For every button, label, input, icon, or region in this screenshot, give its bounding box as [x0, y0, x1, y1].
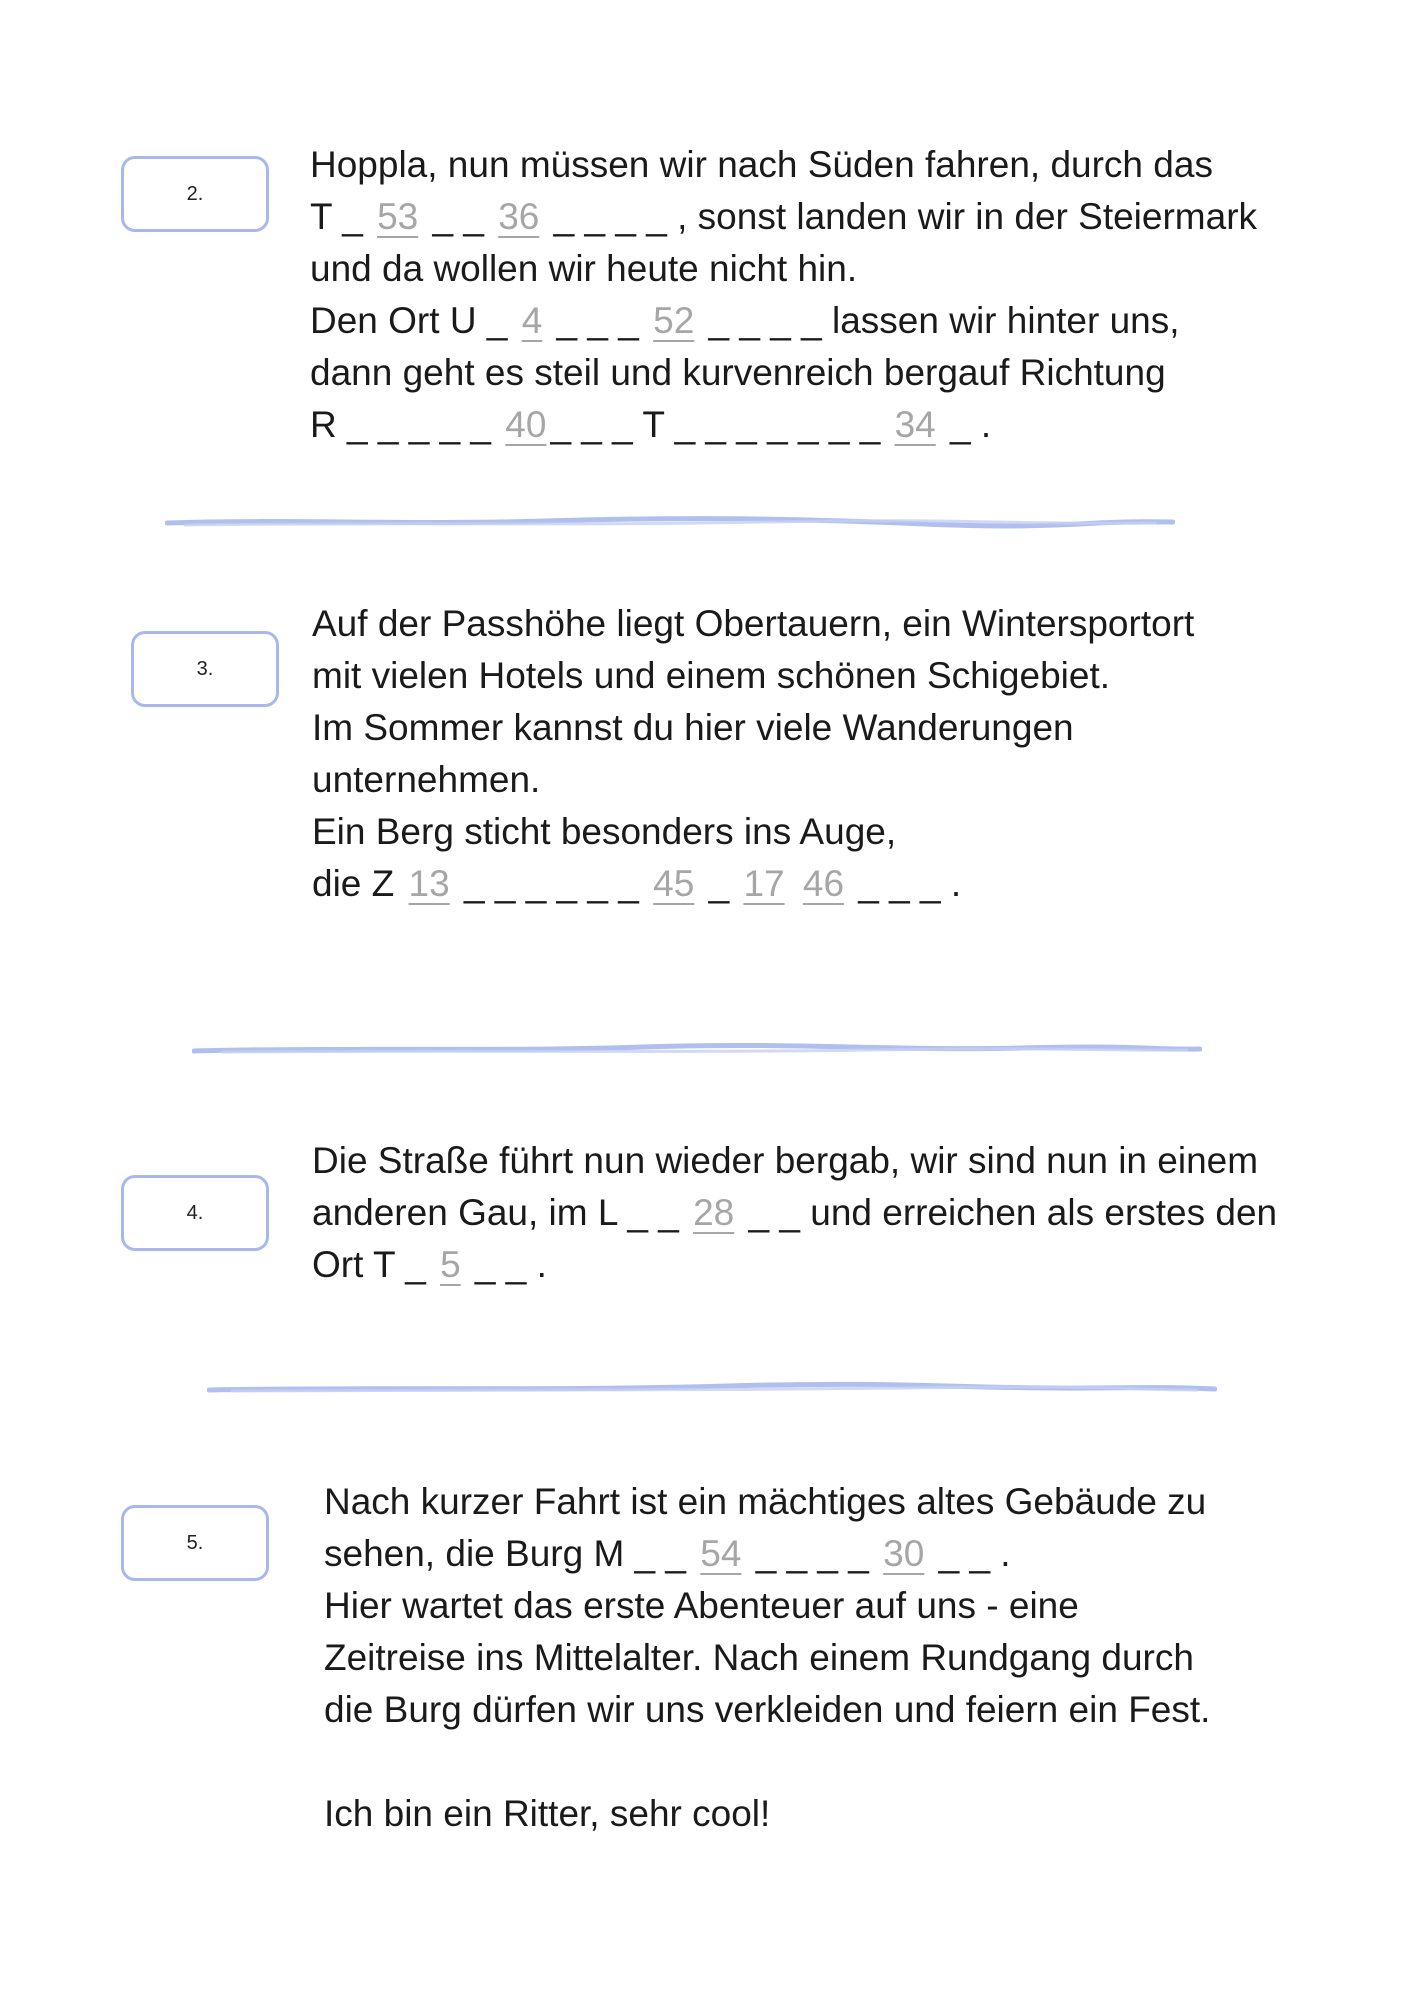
text-segment: _ _ . [928, 1533, 1011, 1574]
letter-hint-number: 36 [498, 196, 540, 237]
text-line [324, 1580, 1210, 1632]
letter-hint-number: 52 [653, 300, 695, 341]
text-segment: R _ _ _ _ _ [310, 404, 502, 445]
step-badge-2 [121, 156, 269, 232]
text-segment: _ [698, 863, 740, 904]
letter-hint-number: 34 [894, 404, 936, 445]
letter-hint-number: 17 [743, 863, 785, 904]
letter-hint-number: 40 [505, 404, 547, 445]
letter-hint-number: 13 [408, 863, 450, 904]
step-badge-5 [121, 1505, 269, 1581]
text-segment: Ort T _ [312, 1244, 437, 1285]
text-line [324, 1632, 1210, 1684]
text-line [324, 1788, 1210, 1840]
text-segment: Auf der Passhöhe liegt Obertauern, ein Wintersportort [312, 603, 1195, 644]
step-number: 5. [186, 1531, 204, 1554]
letter-hint-number: 53 [377, 196, 419, 237]
text-segment: anderen Gau, im L _ _ [312, 1192, 690, 1233]
brush-divider [192, 1041, 1202, 1057]
text-segment: die Z [312, 863, 405, 904]
text-segment: Zeitreise ins Mittelalter. Nach einem Rundgang durch [324, 1637, 1194, 1678]
text-segment: Im Sommer kannst du hier viele Wanderungen [312, 707, 1074, 748]
riddle-text-3 [312, 598, 1194, 910]
text-line [310, 243, 1257, 295]
text-line [310, 139, 1257, 191]
text-segment: _ _ _ . [848, 863, 962, 904]
text-segment: Den Ort U _ [310, 300, 518, 341]
text-line [312, 598, 1194, 650]
text-line [324, 1476, 1210, 1528]
riddle-text-2 [310, 139, 1257, 451]
step-number: 4. [186, 1201, 204, 1224]
step-badge-4 [121, 1175, 269, 1251]
letter-hint-number: 54 [700, 1533, 742, 1574]
letter-hint-number: 30 [883, 1533, 925, 1574]
text-line [324, 1684, 1210, 1736]
text-segment: sehen, die Burg M _ _ [324, 1533, 697, 1574]
text-line [312, 806, 1194, 858]
text-segment: und da wollen wir heute nicht hin. [310, 248, 858, 289]
text-segment: Die Straße führt nun wieder bergab, wir sind nun in einem [312, 1140, 1259, 1181]
step-number: 2. [186, 182, 204, 205]
text-line [310, 295, 1257, 347]
step-number: 3. [196, 657, 214, 680]
text-segment: die Burg dürfen wir uns verkleiden und feiern ein Fest. [324, 1689, 1211, 1730]
text-line [324, 1528, 1210, 1580]
text-line [312, 650, 1194, 702]
text-line [312, 754, 1194, 806]
text-segment [789, 863, 799, 904]
text-segment: Nach kurzer Fahrt ist ein mächtiges altes Gebäude zu [324, 1481, 1207, 1522]
text-segment: dann geht es steil und kurvenreich bergauf Richtung [310, 352, 1166, 393]
letter-hint-number: 5 [440, 1244, 461, 1285]
step-badge-3 [131, 631, 279, 707]
text-segment: Hier wartet das erste Abenteuer auf uns - eine [324, 1585, 1079, 1626]
letter-hint-number: 28 [693, 1192, 735, 1233]
text-line [312, 1239, 1277, 1291]
text-segment: _ _ _ [546, 300, 650, 341]
text-segment: Ich bin ein Ritter, sehr cool! [324, 1793, 771, 1834]
text-line [312, 858, 1194, 910]
text-segment: _ _ _ _ lassen wir hinter uns, [698, 300, 1180, 341]
text-segment: _ _ _ T _ _ _ _ _ _ _ [550, 404, 891, 445]
brush-divider [165, 514, 1175, 530]
text-line [312, 1135, 1277, 1187]
text-segment: _ _ _ _ [745, 1533, 880, 1574]
text-segment: _ _ und erreichen als erstes den [738, 1192, 1278, 1233]
text-line [312, 1187, 1277, 1239]
text-segment: _ _ _ _ , sonst landen wir in der Steiermark [543, 196, 1258, 237]
text-line [310, 347, 1257, 399]
text-line [310, 191, 1257, 243]
text-segment: _ _ _ _ _ _ [453, 863, 650, 904]
text-segment: _ _ [422, 196, 495, 237]
text-segment: _ _ . [464, 1244, 547, 1285]
letter-hint-number: 4 [521, 300, 543, 341]
text-segment: _ . [939, 404, 992, 445]
text-segment: unternehmen. [312, 759, 541, 800]
riddle-text-4 [312, 1135, 1277, 1291]
brush-divider [207, 1380, 1217, 1396]
text-line [310, 399, 1257, 451]
text-segment: Ein Berg sticht besonders ins Auge, [312, 811, 897, 852]
text-segment: Hoppla, nun müssen wir nach Süden fahren, durch das [310, 144, 1213, 185]
riddle-text-5 [324, 1476, 1210, 1840]
text-line [324, 1736, 1210, 1788]
text-segment: T _ [310, 196, 374, 237]
text-segment: mit vielen Hotels und einem schönen Schigebiet. [312, 655, 1111, 696]
text-line [312, 702, 1194, 754]
letter-hint-number: 46 [802, 863, 845, 904]
letter-hint-number: 45 [653, 863, 695, 904]
